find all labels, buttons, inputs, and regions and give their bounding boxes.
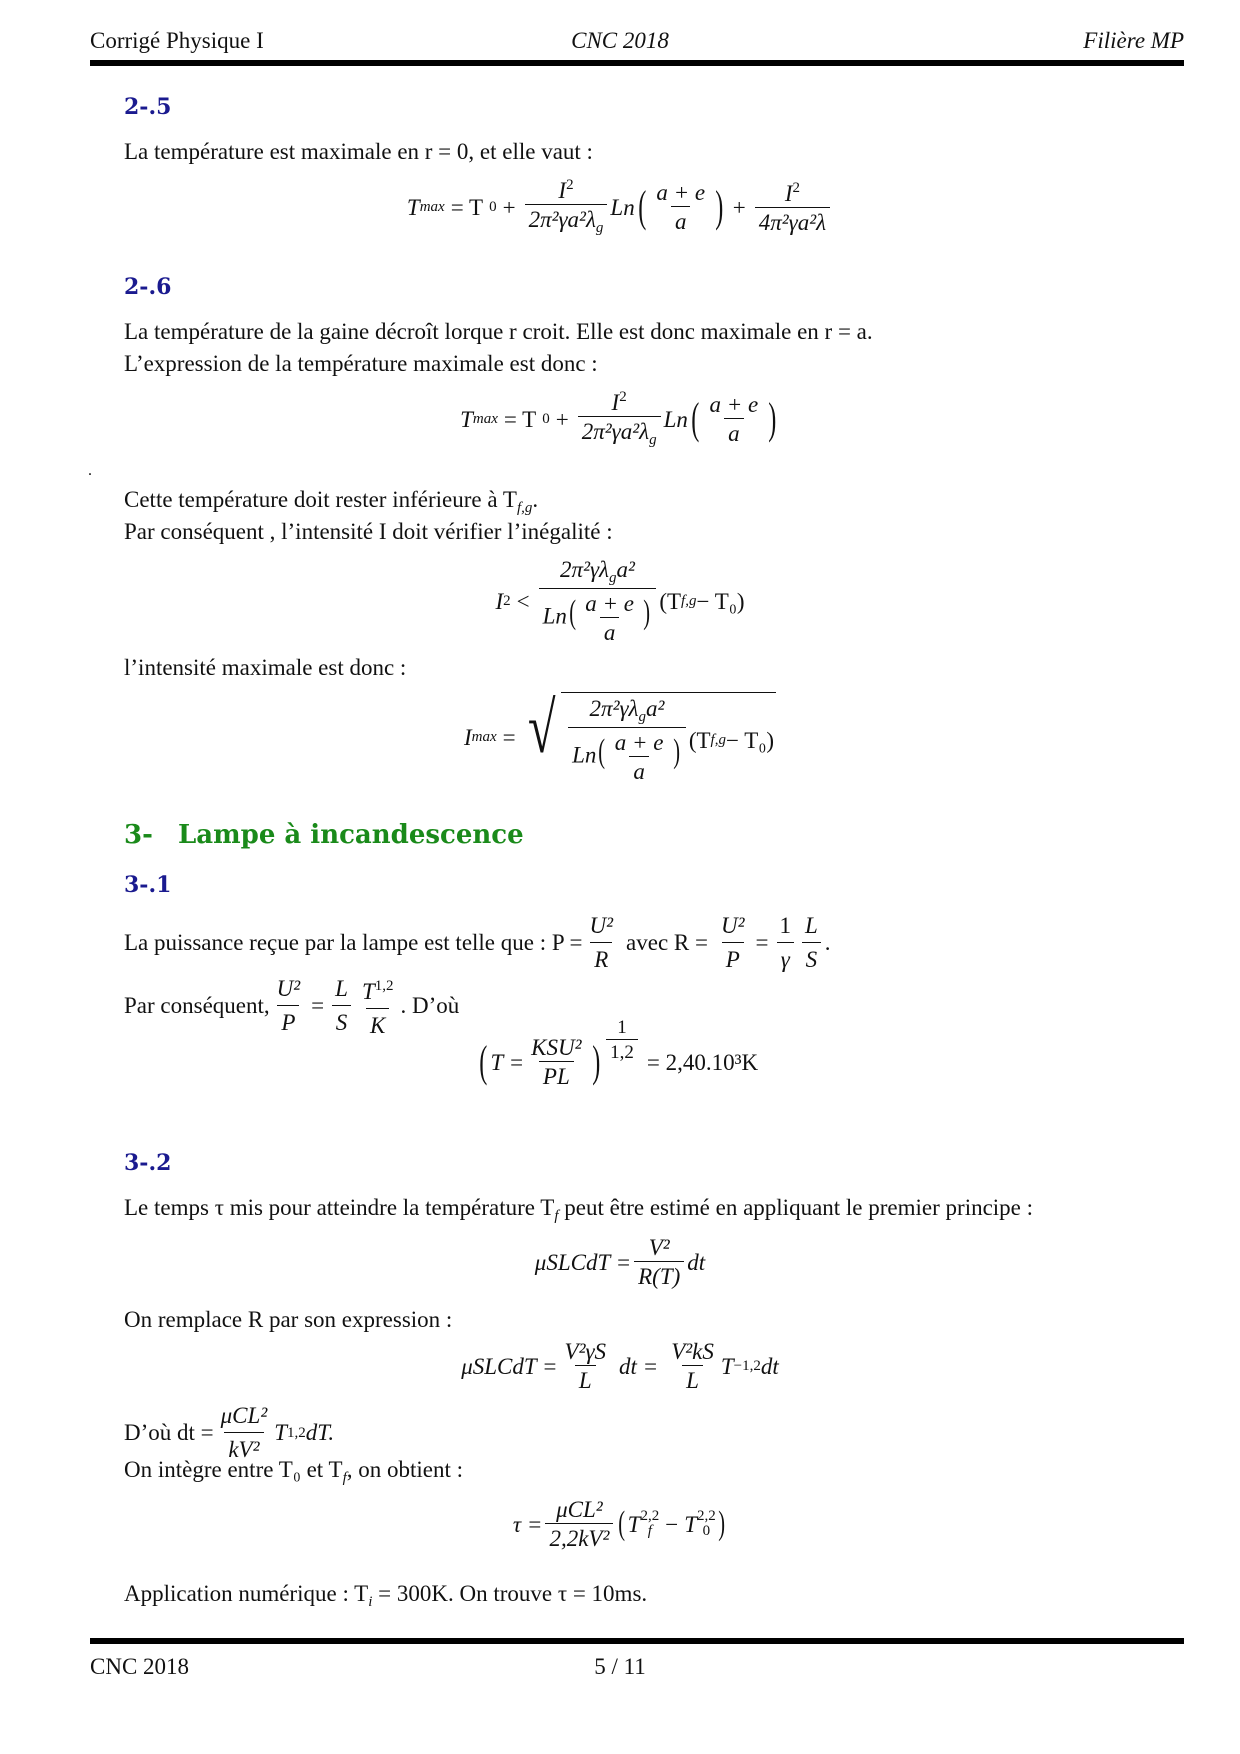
text-2-6-line1: La température de la gaine décroît lorque r croit. Elle est donc maximale en r = a.: [124, 319, 873, 344]
text-3-2-dt: D’où dt = μCL² kV² T 1,2 dT.: [124, 1403, 335, 1462]
text-2-5: La température est maximale en r = 0, et elle vaut :: [124, 139, 593, 164]
inequality-I2: I 2 < $2\pi^2\gamma\lambda_ga^2$ Ln( $\frac{a + e}{a}$ ) (T f,g − T₀): [495, 557, 745, 645]
text-3-2-integrate: On intègre entre T₀ et $T_f$, on obtient :: [124, 1457, 464, 1486]
text-2-6-line3: Cette température doit rester inférieure à $T_{f,g}$.: [124, 487, 539, 516]
equation-tmax-gaine: T max = T 0 + $\frac{I^2}{2\pi^2\gamma a^2\lambda_g}$ Ln ( a + e a ): [460, 389, 777, 448]
text-3-1-consequence: Par conséquent, $\frac{\text{U²}}{P}$ = $\frac{L}{S}$ T$^{1,2}$ K . D’où: [124, 976, 460, 1038]
section-3-title: 3- Lampe à incandescence: [124, 820, 524, 850]
subsection-3-2: 3-.2: [124, 1150, 172, 1176]
text-3-2-replace: On remplace R par son expression :: [124, 1307, 453, 1332]
text-3-1-power: La puissance reçue par la lampe est telle que : P = $\frac{\text{U²}}{R}$ avec R = $\frac{\text{U²}}{P}$ = $\frac{1}{\gamma}$ L S .: [124, 913, 831, 972]
header-rule: [90, 60, 1184, 66]
text-2-6-line4: Par conséquent , l’intensité I doit vérifier l’inégalité :: [124, 519, 613, 544]
equation-first-principle: μSLCdT = $\frac{\text{V²}}{R(T)}$ dt: [534, 1235, 706, 1289]
text-2-6-line5: l’intensité maximale est donc :: [124, 655, 407, 680]
equation-tau: τ = μCL² 2,2kV² ( T 2,2 f − T 2,2 0 ): [512, 1497, 725, 1551]
header-course: Corrigé Physique I: [90, 28, 264, 53]
equation-temperature: ( T = KSU² PL ) $\frac{1}{1,2}$ = 2,40.10³K: [479, 1017, 759, 1089]
text-3-2-intro: Le temps τ mis pour atteindre la température $T_f$ peut être estimé en appliquant le premier principe :: [124, 1195, 1034, 1224]
header-track: Filière MP: [1083, 28, 1184, 53]
text-2-6-line2: L’expression de la température maximale est donc :: [124, 351, 598, 376]
footer-exam: CNC 2018: [90, 1654, 190, 1679]
stray-dot: .: [88, 462, 92, 479]
header-exam: CNC 2018: [571, 28, 669, 53]
equation-tmax-full: T max = T 0 + $\frac{I^2}{2\pi^2\gamma a^2\lambda_g}$ Ln ( a + e a ) + $\frac{I^2}{\text{4π²γa²λ}}$: [0, 178, 1240, 236]
subsection-2-5: 2-.5: [124, 94, 172, 120]
page-number: 5 / 11: [594, 1654, 646, 1679]
footer-rule: [90, 1638, 1184, 1644]
subsection-2-6: 2-.6: [124, 274, 172, 300]
text-3-2-numeric: Application numérique : $T_i = 300K$. On trouve τ = 10ms.: [124, 1581, 648, 1610]
equation-substituted: μSLCdT = $\frac{\text{V²γS}}{L}$ dt = $\frac{\text{V²kS}}{L}$ T −1,2 dt: [461, 1339, 779, 1393]
subsection-3-1: 3-.1: [124, 872, 172, 898]
equation-imax: I max = √ $2\pi^2\gamma\lambda_ga^2$ Ln( $\frac{a + e}{a}$ ) (T f,g − T₀): [463, 688, 775, 784]
